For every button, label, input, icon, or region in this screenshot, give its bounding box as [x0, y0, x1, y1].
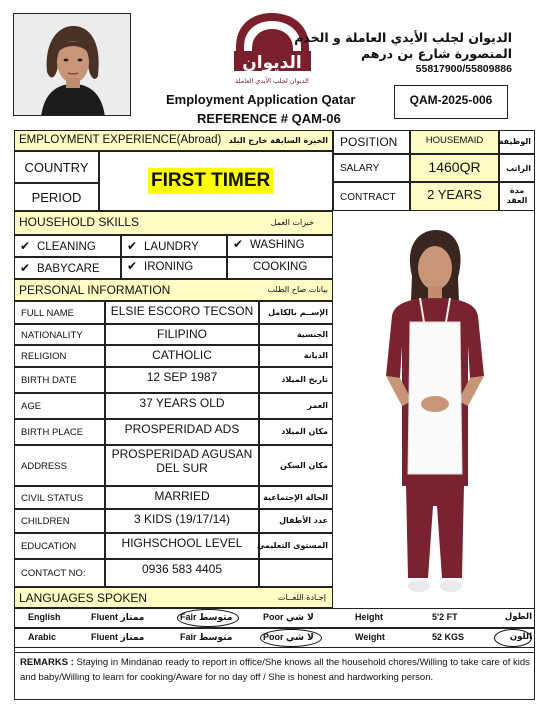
info-row-value: 0936 583 4405 — [141, 562, 223, 576]
selected-level-ring — [177, 609, 239, 627]
level-fair-label: Fair — [180, 612, 197, 622]
language-name: Arabic — [28, 632, 57, 642]
level-poor-ar: لا شي — [286, 613, 314, 623]
skill-label: COOKING — [253, 261, 308, 273]
application-code: QAM-2025-006 — [409, 93, 493, 107]
skill-babycare — [14, 257, 121, 279]
info-row-label: BIRTH PLACE — [21, 427, 84, 438]
experience-label-ar: الخبرة السابقة خارج البلد — [228, 136, 328, 145]
level-fluent-label: Fluent — [91, 632, 118, 642]
info-row-label-cell — [14, 393, 105, 419]
skill-label: CLEANING — [37, 241, 96, 253]
info-row-label: CIVIL STATUS — [21, 493, 84, 504]
contract-label-cell — [333, 182, 410, 211]
info-row-label-ar: مكان السكن — [280, 461, 328, 470]
info-row-value: 37 YEARS OLD — [139, 396, 225, 410]
info-row-value-cell — [105, 345, 259, 367]
skills-header — [14, 211, 333, 235]
personal-label: PERSONAL INFORMATION — [19, 283, 171, 297]
contract-label-ar: مدة العقد — [506, 186, 528, 205]
measure-label-ar: اللون — [509, 632, 532, 642]
agency-phones: 55817900/55809886 — [415, 63, 512, 75]
agency-logo — [230, 11, 315, 87]
info-row-value: ELSIE ESCORO TECSON — [110, 304, 254, 318]
period-label-cell — [14, 183, 99, 211]
info-row-label-ar: المستوى التعليمي — [256, 541, 328, 550]
info-row-label: CHILDREN — [21, 516, 70, 527]
skill-label: IRONING — [144, 261, 194, 273]
info-row-value-cell — [105, 367, 259, 393]
position-label-cell — [333, 130, 410, 154]
info-row-label: NATIONALITY — [21, 330, 83, 341]
contract-value-cell — [410, 182, 499, 211]
info-row-value: MARRIED — [154, 489, 210, 503]
info-row-value-cell — [105, 324, 259, 345]
skill-laundry — [121, 235, 227, 257]
info-row-label-ar-cell — [259, 486, 333, 509]
country-label-cell — [14, 151, 99, 183]
info-row-label-ar-cell — [259, 301, 333, 324]
logo-letters: الديوان — [242, 53, 302, 73]
info-row-value-cell — [105, 419, 259, 445]
measure-value: 52 KGS — [432, 632, 465, 642]
passport-photo — [13, 13, 131, 116]
position-value: HOUSEMAID — [425, 135, 484, 146]
info-row-label-cell — [14, 445, 105, 486]
info-row-label-cell — [14, 533, 105, 559]
contract-value: 2 YEARS — [427, 187, 482, 202]
page-title: Employment Application Qatar — [166, 92, 356, 107]
info-row-label-ar-cell — [259, 509, 333, 533]
languages-header — [14, 587, 333, 608]
info-row-label-ar-cell — [259, 324, 333, 345]
info-row-label-ar-cell — [259, 445, 333, 486]
level-fluent-ar: ممتاز — [120, 633, 145, 643]
position-label-ar: الوظيفة — [498, 137, 531, 146]
salary-value-cell — [410, 154, 499, 182]
info-row-label-ar-cell — [259, 367, 333, 393]
country-label: COUNTRY — [24, 160, 89, 175]
info-row-label-cell — [14, 419, 105, 445]
info-row-value: FILIPINO — [156, 327, 207, 341]
period-label: PERIOD — [31, 190, 82, 205]
level-fluent-ar: ممتاز — [120, 613, 145, 623]
info-row-label-cell — [14, 509, 105, 533]
personal-header — [14, 279, 333, 301]
level-poor-ar: لا شي — [286, 633, 314, 643]
info-row-label-cell — [14, 486, 105, 509]
remarks-text: Staying in Mindanao ready to report in office/She knows all the household chores/Willing to take care of kids and baby/Willing to learn for cooking/Aware for no day off / She is honest and hardworking person. — [20, 657, 530, 683]
info-row-label: RELIGION — [21, 351, 67, 362]
info-row-label-ar: الجنسية — [296, 330, 328, 339]
salary-label: SALARY — [340, 163, 380, 174]
info-row-label-ar-cell — [259, 345, 333, 367]
info-row-value: PROSPERIDAD ADS — [124, 422, 240, 436]
info-row-label: BIRTH DATE — [21, 375, 77, 386]
info-row-value-cell — [105, 533, 259, 559]
info-row-label: CONTACT NO: — [21, 568, 86, 579]
level-fluent — [91, 632, 144, 643]
info-row-value: HIGHSCHOOL LEVEL — [121, 536, 243, 550]
info-row-label: FULL NAME — [21, 308, 74, 319]
application-code-box — [394, 85, 508, 119]
contract-label: CONTRACT — [340, 192, 396, 203]
info-row-label-ar-cell — [259, 419, 333, 445]
info-row-label-cell — [14, 559, 105, 587]
info-row-label-ar-cell — [259, 393, 333, 419]
skill-ironing — [121, 257, 227, 279]
info-row-label-ar: الديانة — [303, 351, 328, 360]
agency-name-ar: الديوان لجلب الأيدي العاملة و الخدم — [294, 30, 512, 45]
languages-label: LANGUAGES SPOKEN — [19, 591, 148, 605]
info-row-value-cell — [105, 301, 259, 324]
info-row-label-ar: الإســم بالكامل — [268, 308, 328, 317]
info-row-label-ar: الحالة الإجتماعية — [263, 493, 328, 502]
level-fair-label: Fair — [180, 632, 197, 642]
info-row-label: EDUCATION — [21, 541, 77, 552]
level-fair — [180, 612, 232, 623]
salary-ar-cell — [499, 154, 535, 182]
logo-caption: الديوان لجلب الأيدي العاملة — [235, 77, 309, 85]
skills-label-ar: خبرات العمل — [270, 218, 314, 227]
check-icon: ✔ — [20, 239, 31, 253]
info-row-label-ar-cell — [256, 533, 333, 559]
skill-label: LAUNDRY — [144, 241, 199, 253]
info-row-value: CATHOLIC — [152, 348, 212, 362]
check-icon: ✔ — [20, 261, 31, 275]
first-timer-highlight: FIRST TIMER — [148, 168, 273, 194]
full-body-photo — [360, 226, 510, 606]
remarks-label: REMARKS : — [20, 657, 74, 668]
info-row-label-ar-cell — [259, 559, 333, 587]
info-row-label-cell — [14, 345, 105, 367]
check-icon: ✔ — [127, 259, 138, 273]
info-row-label: AGE — [21, 401, 42, 412]
skills-label: HOUSEHOLD SKILLS — [19, 215, 140, 229]
level-fluent-label: Fluent — [91, 612, 118, 622]
measure-label-ar: الطول — [504, 612, 532, 622]
position-ar-cell — [499, 130, 535, 154]
level-fluent — [91, 612, 144, 623]
salary-value: 1460QR — [428, 159, 481, 175]
info-row-label-ar: تاريخ الميلاد — [281, 375, 328, 384]
measure-label: Weight — [355, 632, 385, 642]
info-row-label-ar: مكان الميلاد — [281, 427, 328, 436]
skill-washing — [227, 235, 333, 257]
position-label: POSITION — [340, 135, 398, 149]
info-row-value: 3 KIDS (19/17/14) — [133, 512, 231, 526]
language-name: English — [28, 612, 61, 622]
info-row-value-cell — [105, 393, 259, 419]
salary-label-ar: الراتب — [506, 164, 531, 173]
level-poor — [263, 612, 314, 623]
level-fair-ar: متوسط — [199, 613, 233, 623]
experience-label: EMPLOYMENT EXPERIENCE(Abroad) — [19, 134, 222, 146]
level-fair — [180, 632, 232, 643]
salary-label-cell — [333, 154, 410, 182]
weight-ar-ring — [494, 629, 532, 647]
info-row-value: PROSPERIDAD AGUSAN DEL SUR — [111, 447, 253, 475]
check-icon: ✔ — [233, 237, 244, 251]
info-row-label-ar: عدد الأطفال — [279, 516, 328, 525]
experience-value-cell — [99, 151, 333, 211]
info-row-value-cell — [105, 509, 259, 533]
level-poor-label: Poor — [263, 612, 284, 622]
remarks — [20, 655, 532, 685]
level-fair-ar: متوسط — [199, 633, 233, 643]
personal-label-ar: بيانات صاح الطلب — [267, 285, 328, 294]
level-poor — [263, 632, 314, 643]
skill-cooking — [227, 257, 333, 279]
skill-cleaning — [14, 235, 121, 257]
check-icon: ✔ — [127, 239, 138, 253]
info-row-label: ADDRESS — [21, 461, 67, 472]
reference-number: REFERENCE # QAM-06 — [197, 111, 341, 126]
info-row-label-cell — [14, 367, 105, 393]
info-row-value-cell — [105, 486, 259, 509]
languages-label-ar: إجـادة اللغــات — [277, 593, 326, 602]
info-row-value: 12 SEP 1987 — [146, 370, 218, 384]
skill-label: WASHING — [250, 239, 305, 251]
info-row-value-cell — [105, 445, 259, 486]
info-row-label-cell — [14, 301, 105, 324]
contract-ar-cell — [499, 182, 535, 211]
experience-header — [14, 130, 333, 151]
agency-address-ar: المنصورة شارع بن درهم — [361, 46, 512, 61]
info-row-label-cell — [14, 324, 105, 345]
selected-level-ring — [260, 629, 322, 647]
skill-label: BABYCARE — [37, 263, 100, 275]
info-row-label-ar: العمر — [307, 401, 328, 410]
position-value-cell — [410, 130, 499, 154]
measure-value: 5'2 FT — [432, 612, 458, 622]
level-poor-label: Poor — [263, 632, 284, 642]
info-row-value-cell — [105, 559, 259, 587]
measure-label: Height — [355, 612, 383, 622]
